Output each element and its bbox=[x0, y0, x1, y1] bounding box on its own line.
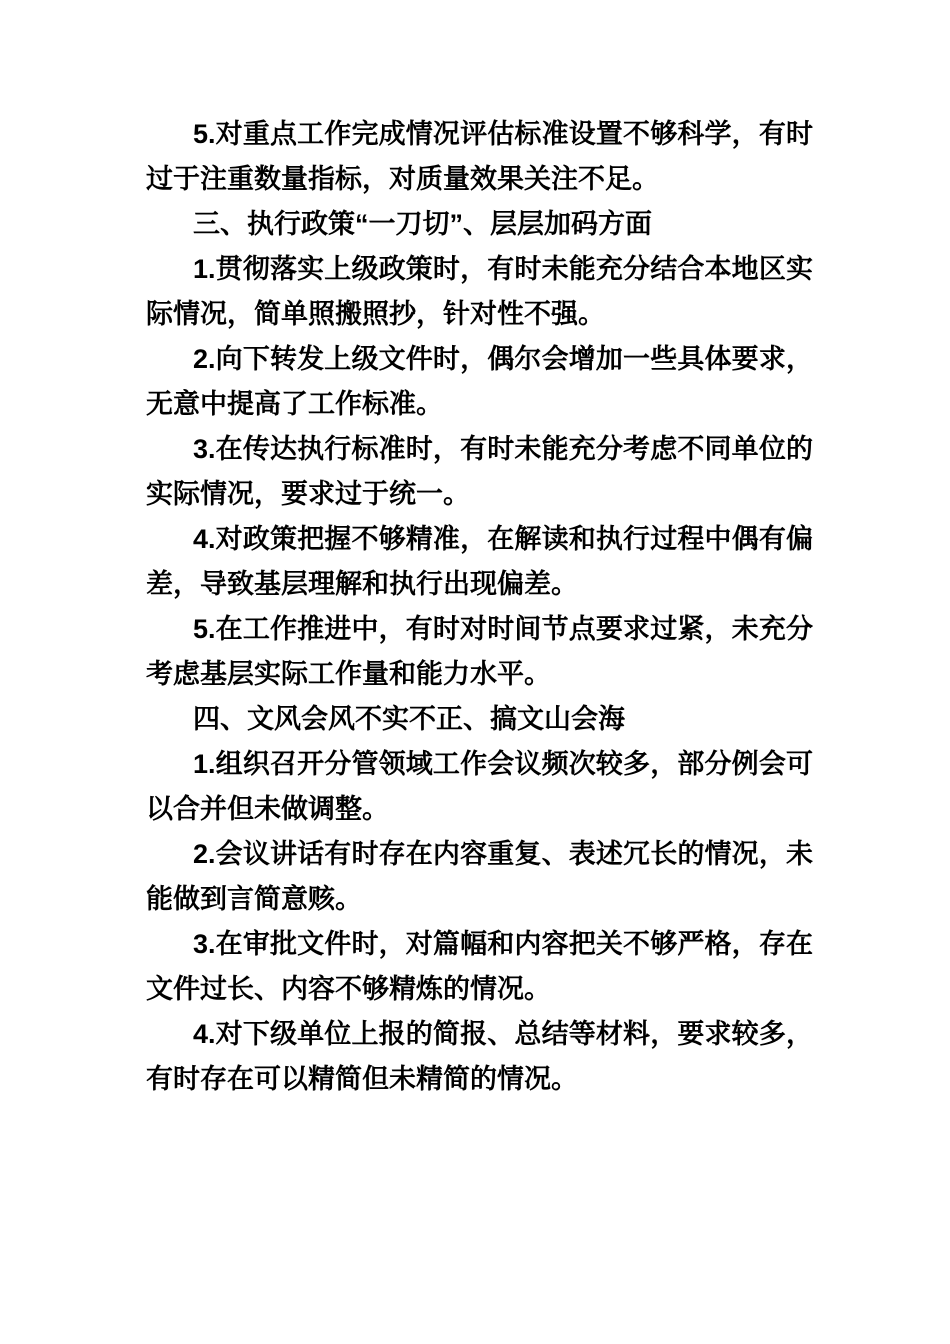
section-heading-4: 四、文风会风不实不正、搞文山会海 bbox=[193, 704, 625, 734]
paragraph-item-5b: 5.在工作推进中，有时对时间节点要求过紧，未充分考虑基层实际工作量和能力水平。 bbox=[146, 614, 813, 689]
section-heading-3: 三、执行政策“一刀切”、层层加码方面 bbox=[193, 209, 652, 239]
paragraph-item-7: 2.会议讲话有时存在内容重复、表述冗长的情况，未能做到言简意赅。 bbox=[146, 839, 813, 914]
paragraph-item-6: 1.组织召开分管领域工作会议频次较多，部分例会可以合并但未做调整。 bbox=[146, 749, 813, 824]
paragraph-item-1: 1.贯彻落实上级政策时，有时未能充分结合本地区实际情况，简单照搬照抄，针对性不强。 bbox=[146, 254, 813, 329]
paragraph-item-5: 5.对重点工作完成情况评估标准设置不够科学，有时过于注重数量指标，对质量效果关注不足。 bbox=[146, 119, 813, 194]
paragraph-item-8: 3.在审批文件时，对篇幅和内容把关不够严格，存在文件过长、内容不够精炼的情况。 bbox=[146, 929, 813, 1004]
paragraph-item-4: 4.对政策把握不够精准，在解读和执行过程中偶有偏差，导致基层理解和执行出现偏差。 bbox=[146, 524, 813, 599]
paragraph-item-2: 2.向下转发上级文件时，偶尔会增加一些具体要求，无意中提高了工作标准。 bbox=[146, 344, 813, 419]
paragraph-item-3: 3.在传达执行标准时，有时未能充分考虑不同单位的实际情况，要求过于统一。 bbox=[146, 434, 813, 509]
paragraph-item-9: 4.对下级单位上报的简报、总结等材料，要求较多，有时存在可以精简但未精简的情况。 bbox=[146, 1019, 813, 1094]
